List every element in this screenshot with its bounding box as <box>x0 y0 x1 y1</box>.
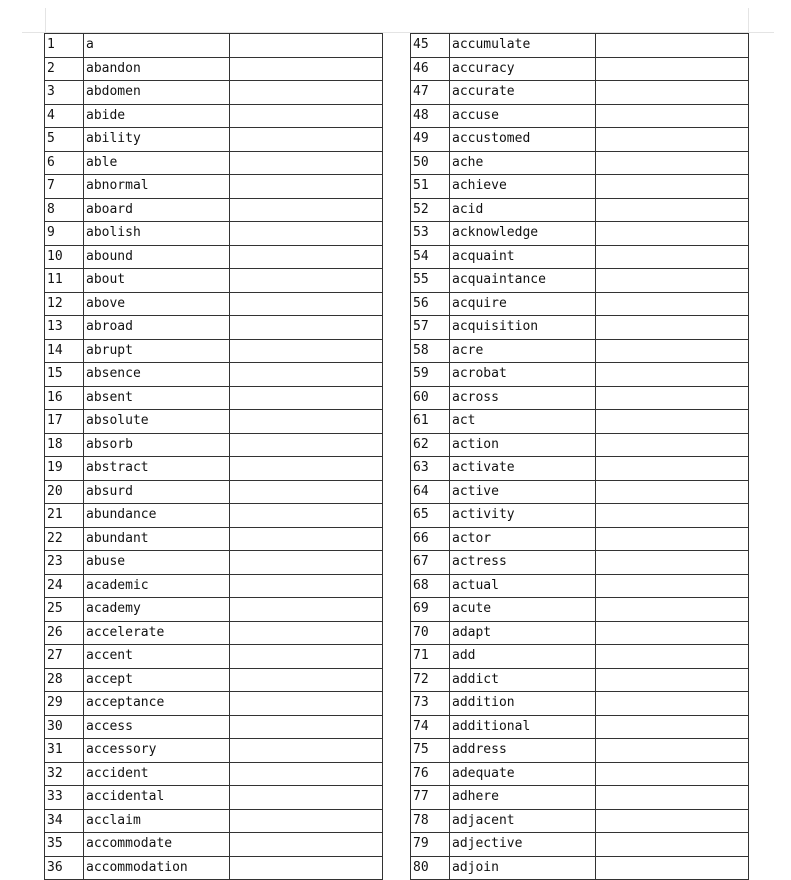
empty-cell[interactable] <box>596 574 749 598</box>
table-row <box>411 410 749 434</box>
word-cell[interactable]: ache <box>450 151 596 175</box>
table-row <box>45 621 383 645</box>
word-cell[interactable]: achieve <box>450 175 596 199</box>
row-number-cell[interactable]: 25 <box>45 598 84 622</box>
empty-cell[interactable] <box>230 786 383 810</box>
row-number-cell[interactable]: 65 <box>411 504 450 528</box>
table-row <box>411 621 749 645</box>
row-number-cell[interactable]: 66 <box>411 527 450 551</box>
row-number-cell[interactable]: 71 <box>411 645 450 669</box>
row-number-cell[interactable]: 60 <box>411 386 450 410</box>
row-number-cell[interactable]: 23 <box>45 551 84 575</box>
empty-cell[interactable] <box>596 151 749 175</box>
word-cell[interactable]: abroad <box>84 316 230 340</box>
empty-cell[interactable] <box>230 762 383 786</box>
empty-cell[interactable] <box>596 128 749 152</box>
row-number-cell[interactable]: 57 <box>411 316 450 340</box>
row-number-cell[interactable]: 55 <box>411 269 450 293</box>
row-number-cell[interactable]: 53 <box>411 222 450 246</box>
empty-cell[interactable] <box>230 551 383 575</box>
word-cell[interactable]: acquisition <box>450 316 596 340</box>
word-cell[interactable]: abnormal <box>84 175 230 199</box>
row-number-cell[interactable]: 1 <box>45 34 84 58</box>
word-cell[interactable]: ability <box>84 128 230 152</box>
word-cell[interactable]: acknowledge <box>450 222 596 246</box>
empty-cell[interactable] <box>230 222 383 246</box>
word-cell[interactable]: absent <box>84 386 230 410</box>
row-number-cell[interactable]: 70 <box>411 621 450 645</box>
word-cell[interactable]: accurate <box>450 81 596 105</box>
row-number-cell[interactable]: 78 <box>411 809 450 833</box>
row-number-cell[interactable]: 47 <box>411 81 450 105</box>
word-cell[interactable]: activate <box>450 457 596 481</box>
word-cell[interactable]: able <box>84 151 230 175</box>
empty-cell[interactable] <box>596 739 749 763</box>
word-table-right <box>410 33 749 880</box>
empty-cell[interactable] <box>596 292 749 316</box>
table-row <box>411 739 749 763</box>
word-cell[interactable]: access <box>84 715 230 739</box>
word-cell[interactable]: a <box>84 34 230 58</box>
table-row <box>45 245 383 269</box>
table-row <box>411 527 749 551</box>
empty-cell[interactable] <box>230 692 383 716</box>
empty-cell[interactable] <box>596 104 749 128</box>
table-row <box>45 81 383 105</box>
row-number-cell[interactable]: 14 <box>45 339 84 363</box>
row-number-cell[interactable]: 61 <box>411 410 450 434</box>
table-row <box>45 269 383 293</box>
word-cell[interactable]: accuracy <box>450 57 596 81</box>
word-cell[interactable]: act <box>450 410 596 434</box>
row-number-cell[interactable]: 73 <box>411 692 450 716</box>
table-row <box>45 762 383 786</box>
word-cell[interactable]: absence <box>84 363 230 387</box>
table-row <box>45 786 383 810</box>
row-number-cell[interactable]: 45 <box>411 34 450 58</box>
row-number-cell[interactable]: 3 <box>45 81 84 105</box>
word-cell[interactable]: academic <box>84 574 230 598</box>
row-number-cell[interactable]: 6 <box>45 151 84 175</box>
word-cell[interactable]: actress <box>450 551 596 575</box>
word-cell[interactable]: action <box>450 433 596 457</box>
table-row <box>411 34 749 58</box>
empty-cell[interactable] <box>230 433 383 457</box>
table-row <box>45 809 383 833</box>
table-row <box>411 198 749 222</box>
word-cell[interactable]: addition <box>450 692 596 716</box>
table-row <box>45 833 383 857</box>
row-number-cell[interactable]: 11 <box>45 269 84 293</box>
row-number-cell[interactable]: 20 <box>45 480 84 504</box>
empty-cell[interactable] <box>230 339 383 363</box>
row-number-cell[interactable]: 56 <box>411 292 450 316</box>
word-cell[interactable]: actual <box>450 574 596 598</box>
row-number-cell[interactable]: 64 <box>411 480 450 504</box>
row-number-cell[interactable]: 8 <box>45 198 84 222</box>
row-number-cell[interactable]: 29 <box>45 692 84 716</box>
word-cell[interactable]: accent <box>84 645 230 669</box>
word-cell[interactable]: about <box>84 269 230 293</box>
word-cell[interactable]: acclaim <box>84 809 230 833</box>
word-cell[interactable]: adjacent <box>450 809 596 833</box>
word-cell[interactable]: acute <box>450 598 596 622</box>
empty-cell[interactable] <box>596 410 749 434</box>
row-number-cell[interactable]: 54 <box>411 245 450 269</box>
row-number-cell[interactable]: 46 <box>411 57 450 81</box>
row-number-cell[interactable]: 80 <box>411 856 450 880</box>
word-cell[interactable]: acre <box>450 339 596 363</box>
word-cell[interactable]: abuse <box>84 551 230 575</box>
table-row <box>411 504 749 528</box>
row-number-cell[interactable]: 15 <box>45 363 84 387</box>
empty-cell[interactable] <box>596 527 749 551</box>
word-cell[interactable]: active <box>450 480 596 504</box>
table-row <box>411 81 749 105</box>
row-number-cell[interactable]: 75 <box>411 739 450 763</box>
table-row <box>45 128 383 152</box>
empty-cell[interactable] <box>596 222 749 246</box>
empty-cell[interactable] <box>230 316 383 340</box>
empty-cell[interactable] <box>230 34 383 58</box>
empty-cell[interactable] <box>230 104 383 128</box>
word-cell[interactable]: aboard <box>84 198 230 222</box>
empty-cell[interactable] <box>596 269 749 293</box>
table-row <box>411 245 749 269</box>
empty-cell[interactable] <box>596 480 749 504</box>
row-number-cell[interactable]: 31 <box>45 739 84 763</box>
empty-cell[interactable] <box>230 574 383 598</box>
row-number-cell[interactable]: 74 <box>411 715 450 739</box>
row-number-cell[interactable]: 68 <box>411 574 450 598</box>
table-row <box>411 551 749 575</box>
word-cell[interactable]: accommodation <box>84 856 230 880</box>
table-row <box>411 786 749 810</box>
empty-cell[interactable] <box>230 715 383 739</box>
empty-cell[interactable] <box>596 809 749 833</box>
row-number-cell[interactable]: 63 <box>411 457 450 481</box>
empty-cell[interactable] <box>230 57 383 81</box>
table-row <box>411 175 749 199</box>
row-number-cell[interactable]: 28 <box>45 668 84 692</box>
row-number-cell[interactable]: 48 <box>411 104 450 128</box>
word-cell[interactable]: addict <box>450 668 596 692</box>
empty-cell[interactable] <box>596 715 749 739</box>
empty-cell[interactable] <box>596 57 749 81</box>
empty-cell[interactable] <box>230 739 383 763</box>
table-row <box>45 527 383 551</box>
row-number-cell[interactable]: 9 <box>45 222 84 246</box>
row-number-cell[interactable]: 59 <box>411 363 450 387</box>
empty-cell[interactable] <box>230 480 383 504</box>
row-number-cell[interactable]: 30 <box>45 715 84 739</box>
row-number-cell[interactable]: 27 <box>45 645 84 669</box>
row-number-cell[interactable]: 17 <box>45 410 84 434</box>
empty-cell[interactable] <box>230 269 383 293</box>
table-row <box>45 222 383 246</box>
table-row <box>45 433 383 457</box>
row-number-cell[interactable]: 5 <box>45 128 84 152</box>
empty-cell[interactable] <box>230 645 383 669</box>
row-number-cell[interactable]: 50 <box>411 151 450 175</box>
word-cell[interactable]: across <box>450 386 596 410</box>
word-cell[interactable]: accommodate <box>84 833 230 857</box>
empty-cell[interactable] <box>596 81 749 105</box>
row-number-cell[interactable]: 2 <box>45 57 84 81</box>
word-cell[interactable]: accuse <box>450 104 596 128</box>
table-row <box>45 198 383 222</box>
word-cell[interactable]: above <box>84 292 230 316</box>
table-row <box>411 574 749 598</box>
row-number-cell[interactable]: 58 <box>411 339 450 363</box>
table-row <box>45 339 383 363</box>
row-number-cell[interactable]: 36 <box>45 856 84 880</box>
table-row <box>411 715 749 739</box>
empty-cell[interactable] <box>230 128 383 152</box>
row-number-cell[interactable]: 62 <box>411 433 450 457</box>
empty-cell[interactable] <box>230 386 383 410</box>
row-number-cell[interactable]: 51 <box>411 175 450 199</box>
page-margin-guide-right <box>748 8 749 33</box>
table-row <box>45 739 383 763</box>
empty-cell[interactable] <box>596 551 749 575</box>
row-number-cell[interactable]: 22 <box>45 527 84 551</box>
word-cell[interactable]: acquaintance <box>450 269 596 293</box>
table-row <box>45 504 383 528</box>
empty-cell[interactable] <box>596 621 749 645</box>
row-number-cell[interactable]: 49 <box>411 128 450 152</box>
table-row <box>411 269 749 293</box>
table-row <box>45 386 383 410</box>
empty-cell[interactable] <box>230 668 383 692</box>
table-row <box>411 645 749 669</box>
empty-cell[interactable] <box>596 504 749 528</box>
table-row <box>411 363 749 387</box>
row-number-cell[interactable]: 12 <box>45 292 84 316</box>
word-cell[interactable]: adhere <box>450 786 596 810</box>
empty-cell[interactable] <box>596 245 749 269</box>
word-cell[interactable]: accept <box>84 668 230 692</box>
empty-cell[interactable] <box>230 245 383 269</box>
table-row <box>411 433 749 457</box>
empty-cell[interactable] <box>596 833 749 857</box>
table-row <box>45 480 383 504</box>
empty-cell[interactable] <box>596 786 749 810</box>
table-row <box>45 363 383 387</box>
word-cell[interactable]: acrobat <box>450 363 596 387</box>
empty-cell[interactable] <box>230 809 383 833</box>
word-cell[interactable]: accelerate <box>84 621 230 645</box>
empty-cell[interactable] <box>230 457 383 481</box>
table-row <box>411 386 749 410</box>
empty-cell[interactable] <box>230 198 383 222</box>
row-number-cell[interactable]: 24 <box>45 574 84 598</box>
empty-cell[interactable] <box>230 504 383 528</box>
empty-cell[interactable] <box>596 692 749 716</box>
empty-cell[interactable] <box>230 410 383 434</box>
empty-cell[interactable] <box>230 598 383 622</box>
table-row <box>45 410 383 434</box>
row-number-cell[interactable]: 18 <box>45 433 84 457</box>
row-number-cell[interactable]: 79 <box>411 833 450 857</box>
table-row <box>45 598 383 622</box>
empty-cell[interactable] <box>596 433 749 457</box>
empty-cell[interactable] <box>596 34 749 58</box>
word-cell[interactable]: accessory <box>84 739 230 763</box>
empty-cell[interactable] <box>596 668 749 692</box>
word-cell[interactable]: adjective <box>450 833 596 857</box>
row-number-cell[interactable]: 76 <box>411 762 450 786</box>
word-cell[interactable]: abandon <box>84 57 230 81</box>
empty-cell[interactable] <box>596 198 749 222</box>
table-row <box>45 856 383 880</box>
word-cell[interactable]: activity <box>450 504 596 528</box>
table-row <box>411 316 749 340</box>
row-number-cell[interactable]: 33 <box>45 786 84 810</box>
empty-cell[interactable] <box>596 457 749 481</box>
table-row <box>411 57 749 81</box>
table-row <box>45 692 383 716</box>
word-cell[interactable]: accident <box>84 762 230 786</box>
table-row <box>45 104 383 128</box>
word-cell[interactable]: absurd <box>84 480 230 504</box>
word-cell[interactable]: acceptance <box>84 692 230 716</box>
row-number-cell[interactable]: 10 <box>45 245 84 269</box>
empty-cell[interactable] <box>230 856 383 880</box>
word-cell[interactable]: academy <box>84 598 230 622</box>
table-row <box>45 316 383 340</box>
table-row <box>45 715 383 739</box>
empty-cell[interactable] <box>596 645 749 669</box>
empty-cell[interactable] <box>230 81 383 105</box>
table-row <box>411 598 749 622</box>
word-cell[interactable]: abound <box>84 245 230 269</box>
row-number-cell[interactable]: 69 <box>411 598 450 622</box>
empty-cell[interactable] <box>596 386 749 410</box>
table-row <box>45 292 383 316</box>
empty-cell[interactable] <box>230 833 383 857</box>
row-number-cell[interactable]: 35 <box>45 833 84 857</box>
table-row <box>45 175 383 199</box>
table-row <box>45 34 383 58</box>
empty-cell[interactable] <box>596 598 749 622</box>
word-cell[interactable]: additional <box>450 715 596 739</box>
word-cell[interactable]: accidental <box>84 786 230 810</box>
row-number-cell[interactable]: 34 <box>45 809 84 833</box>
word-cell[interactable]: abundance <box>84 504 230 528</box>
row-number-cell[interactable]: 77 <box>411 786 450 810</box>
word-cell[interactable]: abolish <box>84 222 230 246</box>
table-row <box>45 645 383 669</box>
word-cell[interactable]: absorb <box>84 433 230 457</box>
row-number-cell[interactable]: 13 <box>45 316 84 340</box>
table-row <box>45 574 383 598</box>
empty-cell[interactable] <box>230 175 383 199</box>
row-number-cell[interactable]: 72 <box>411 668 450 692</box>
word-cell[interactable]: acid <box>450 198 596 222</box>
table-row <box>411 339 749 363</box>
table-row <box>411 809 749 833</box>
empty-cell[interactable] <box>230 621 383 645</box>
table-row <box>45 668 383 692</box>
row-number-cell[interactable]: 19 <box>45 457 84 481</box>
table-row <box>45 151 383 175</box>
row-number-cell[interactable]: 7 <box>45 175 84 199</box>
word-cell[interactable]: address <box>450 739 596 763</box>
word-cell[interactable]: acquaint <box>450 245 596 269</box>
table-row <box>411 457 749 481</box>
word-cell[interactable]: actor <box>450 527 596 551</box>
table-row <box>411 222 749 246</box>
table-row <box>45 57 383 81</box>
word-cell[interactable]: accustomed <box>450 128 596 152</box>
word-cell[interactable]: abdomen <box>84 81 230 105</box>
empty-cell[interactable] <box>596 316 749 340</box>
table-row <box>411 692 749 716</box>
word-cell[interactable]: abide <box>84 104 230 128</box>
row-number-cell[interactable]: 4 <box>45 104 84 128</box>
word-cell[interactable]: abstract <box>84 457 230 481</box>
empty-cell[interactable] <box>596 339 749 363</box>
table-row <box>411 668 749 692</box>
empty-cell[interactable] <box>596 363 749 387</box>
empty-cell[interactable] <box>230 527 383 551</box>
word-cell[interactable]: adjoin <box>450 856 596 880</box>
word-cell[interactable]: adequate <box>450 762 596 786</box>
table-row <box>411 151 749 175</box>
table-row <box>411 128 749 152</box>
empty-cell[interactable] <box>230 363 383 387</box>
empty-cell[interactable] <box>230 292 383 316</box>
word-cell[interactable]: acquire <box>450 292 596 316</box>
table-row <box>411 104 749 128</box>
word-cell[interactable]: accumulate <box>450 34 596 58</box>
empty-cell[interactable] <box>596 762 749 786</box>
row-number-cell[interactable]: 52 <box>411 198 450 222</box>
row-number-cell[interactable]: 26 <box>45 621 84 645</box>
table-row <box>411 833 749 857</box>
row-number-cell[interactable]: 16 <box>45 386 84 410</box>
table-row <box>411 480 749 504</box>
word-cell[interactable]: adapt <box>450 621 596 645</box>
empty-cell[interactable] <box>230 151 383 175</box>
word-cell[interactable]: add <box>450 645 596 669</box>
table-row <box>45 457 383 481</box>
row-number-cell[interactable]: 21 <box>45 504 84 528</box>
row-number-cell[interactable]: 32 <box>45 762 84 786</box>
table-row <box>411 762 749 786</box>
word-cell[interactable]: abundant <box>84 527 230 551</box>
word-cell[interactable]: abrupt <box>84 339 230 363</box>
word-cell[interactable]: absolute <box>84 410 230 434</box>
empty-cell[interactable] <box>596 175 749 199</box>
table-row <box>45 551 383 575</box>
row-number-cell[interactable]: 67 <box>411 551 450 575</box>
table-row <box>411 292 749 316</box>
page-margin-guide-left <box>45 8 46 33</box>
table-row <box>411 856 749 880</box>
empty-cell[interactable] <box>596 856 749 880</box>
word-table-left <box>44 33 383 880</box>
